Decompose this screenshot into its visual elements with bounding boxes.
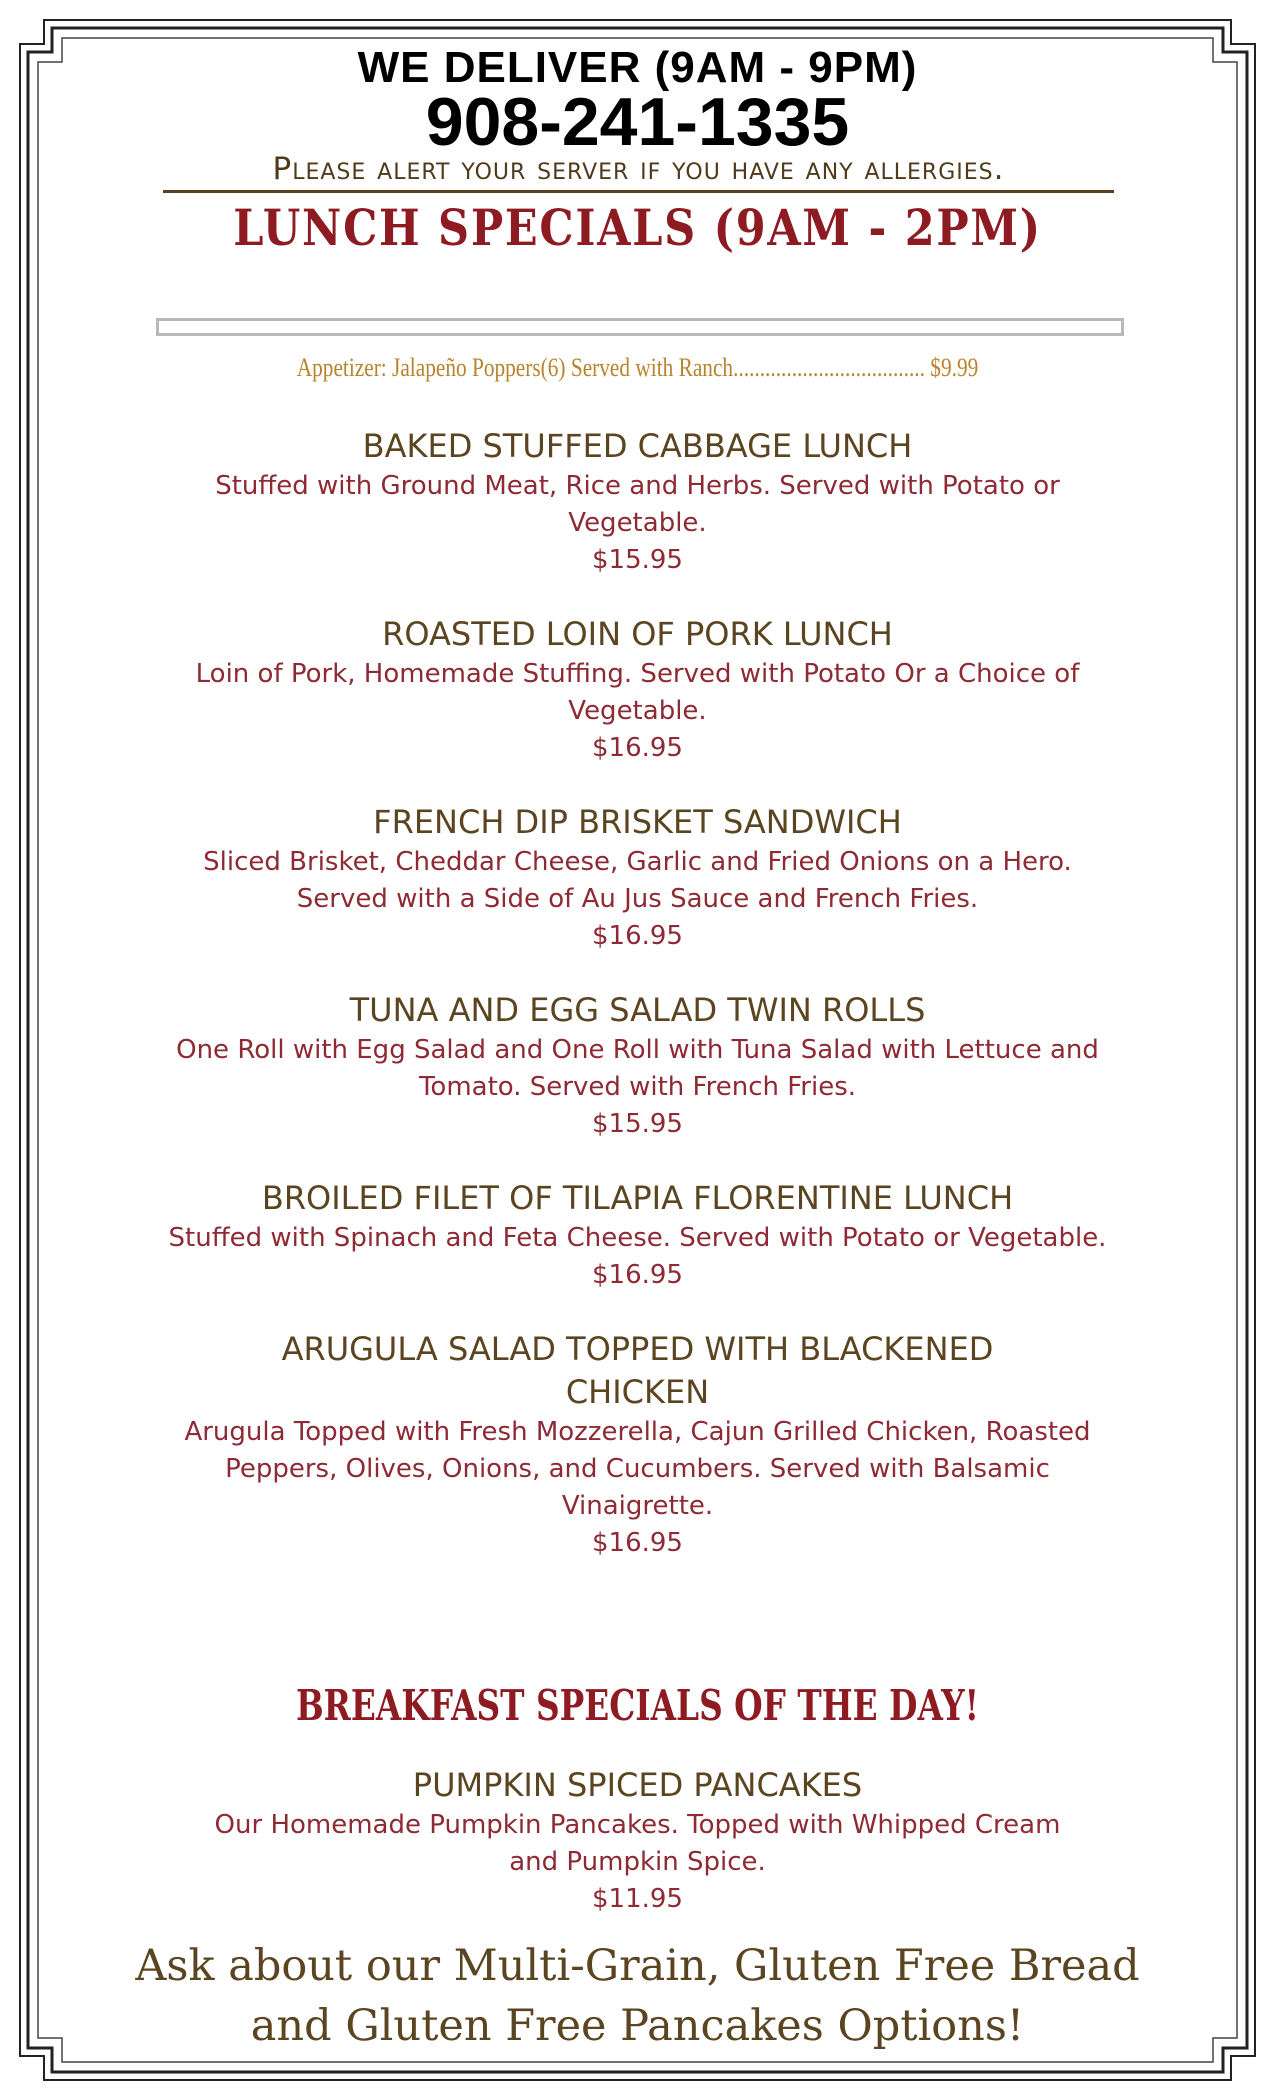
breakfast-specials-title: BREAKFAST SPECIALS OF THE DAY! <box>295 1681 980 1730</box>
menu-item <box>150 1177 1125 1294</box>
item-price: $16.95 <box>592 733 683 763</box>
item-description: One Roll with Egg Salad and One Roll with Tuna Salad with Lettuce and Tomato. Served with French Fries. <box>176 1035 1099 1102</box>
delivery-hours: WE DELIVER (9AM - 9PM) <box>357 43 918 92</box>
item-description: Our Homemade Pumpkin Pancakes. Topped with Whipped Cream and Pumpkin Spice. <box>214 1810 1061 1877</box>
item-description: Stuffed with Ground Meat, Rice and Herbs. Served with Potato or Vegetable. <box>215 471 1060 538</box>
menu-item <box>150 801 1125 955</box>
item-name: PUMPKIN SPICED PANCAKES <box>412 1766 863 1804</box>
item-price: $11.95 <box>592 1884 683 1914</box>
item-price: $15.95 <box>592 1109 683 1139</box>
gluten-free-note: Ask about our Multi-Grain, Gluten Free Bread and Gluten Free Pancakes Options! <box>135 1941 1140 2051</box>
menu-item <box>150 1764 1125 1918</box>
menu-item <box>150 425 1125 579</box>
item-name: ARUGULA SALAD TOPPED WITH BLACKENED CHICKEN <box>281 1330 994 1411</box>
appetizer-line: Appetizer: Jalapeño Poppers(6) Served with Ranch.................................... $9.99 <box>296 353 979 382</box>
lunch-items <box>150 425 1125 1596</box>
item-name: ROASTED LOIN OF PORK LUNCH <box>382 615 893 653</box>
menu-item <box>150 613 1125 767</box>
section-divider <box>156 318 1124 336</box>
item-name: FRENCH DIP BRISKET SANDWICH <box>373 803 902 841</box>
item-price: $16.95 <box>592 1528 683 1558</box>
item-description: Loin of Pork, Homemade Stuffing. Served with Potato Or a Choice of Vegetable. <box>195 659 1080 726</box>
item-description: Sliced Brisket, Cheddar Cheese, Garlic and Fried Onions on a Hero. Served with a Side of Au Jus Sauce and French Fries. <box>203 847 1072 914</box>
item-price: $16.95 <box>592 1260 683 1290</box>
allergy-alert-bar <box>163 148 1114 193</box>
lunch-specials-title: LUNCH SPECIALS (9AM - 2PM) <box>233 198 1042 257</box>
phone-number: 908-241-1335 <box>425 84 850 160</box>
item-description: Arugula Topped with Fresh Mozzerella, Cajun Grilled Chicken, Roasted Peppers, Olives, Onions, and Cucumbers. Served with Balsamic Vinaigrette. <box>184 1417 1091 1521</box>
item-description: Stuffed with Spinach and Feta Cheese. Served with Potato or Vegetable. <box>168 1223 1107 1253</box>
item-name: TUNA AND EGG SALAD TWIN ROLLS <box>349 991 926 1029</box>
menu-item <box>150 989 1125 1143</box>
item-name: BAKED STUFFED CABBAGE LUNCH <box>362 427 913 465</box>
item-price: $15.95 <box>592 545 683 575</box>
allergy-alert: Please alert your server if you have any allergies. <box>272 151 1005 187</box>
breakfast-items <box>150 1764 1125 1952</box>
menu-item <box>150 1328 1125 1562</box>
item-name: BROILED FILET OF TILAPIA FLORENTINE LUNCH <box>261 1179 1014 1217</box>
item-price: $16.95 <box>592 921 683 951</box>
